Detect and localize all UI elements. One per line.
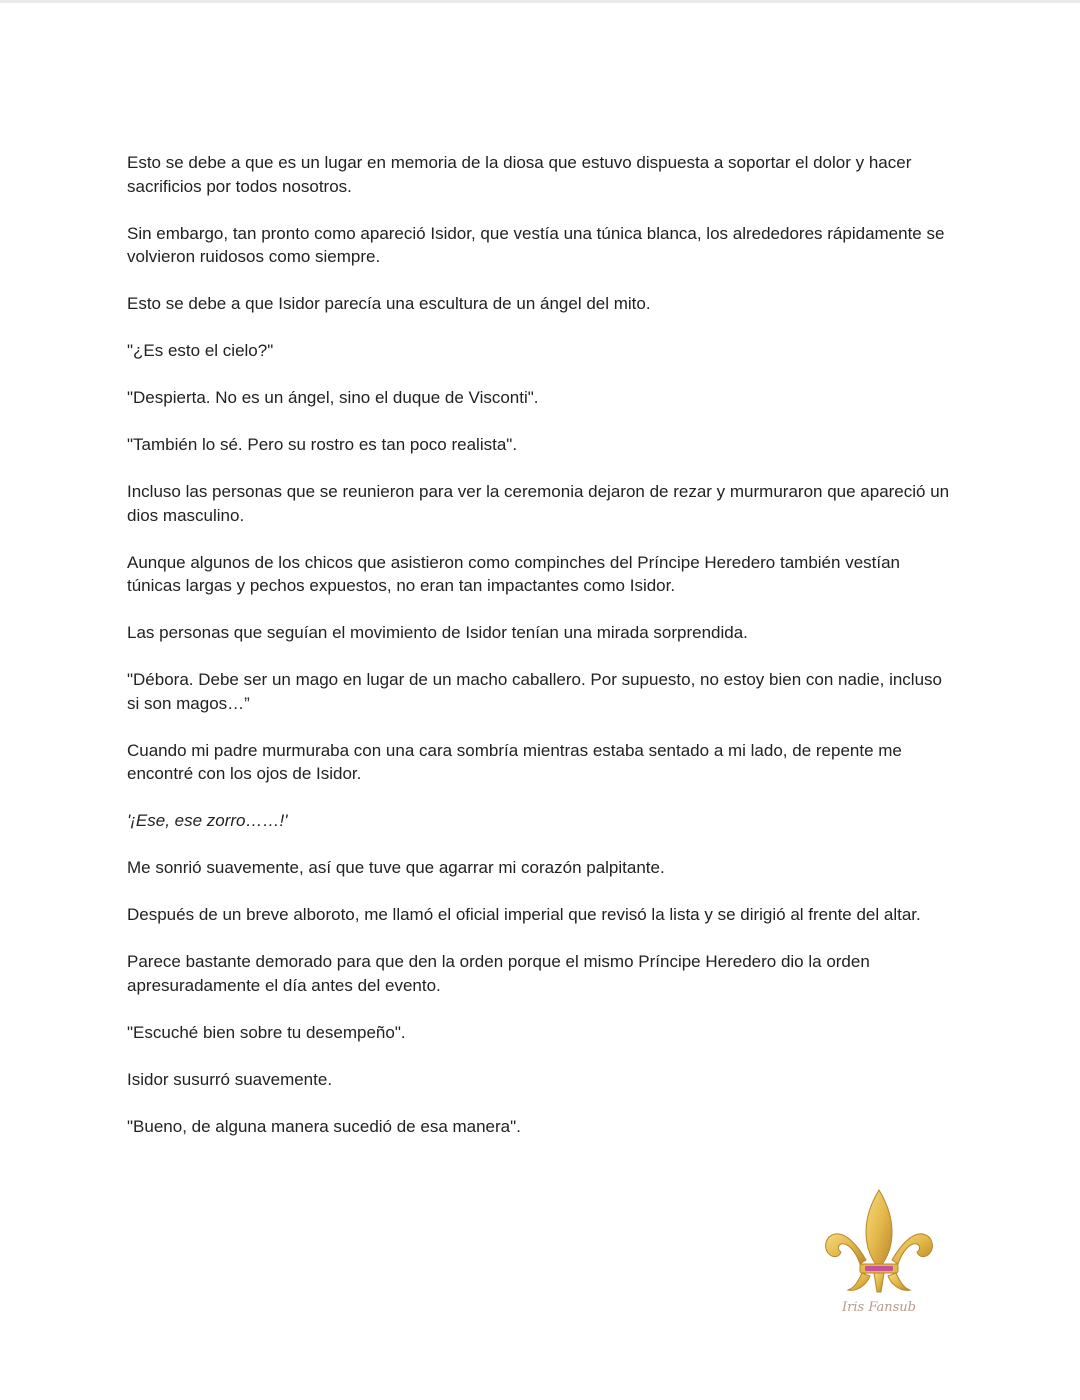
paragraph: Esto se debe a que Isidor parecía una escultura de un ángel del mito. — [127, 294, 651, 313]
paragraph-italic-thought: '¡Ese, ese zorro……!' — [127, 811, 288, 830]
paragraph: Parece bastante demorado para que den la orden porque el mismo Príncipe Heredero dio la orden apresuradamente el día antes del evento. — [127, 952, 870, 995]
paragraph: "Escuché bien sobre tu desempeño". — [127, 1022, 406, 1042]
paragraph: Esto se debe a que es un lugar en memoria de la diosa que estuvo dispuesta a soportar el dolor y hacer sacrificios por todos nosotros. — [127, 153, 912, 196]
document-body — [127, 151, 957, 1162]
paragraph: Me sonrió suavemente, así que tuve que agarrar mi corazón palpitante. — [127, 858, 665, 877]
paragraph: Sin embargo, tan pronto como apareció Isidor, que vestía una túnica blanca, los alrededores rápidamente se volvieron ruidosos como siempre. — [127, 223, 945, 266]
paragraph: Aunque algunos de los chicos que asistieron como compinches del Príncipe Heredero también vestían túnicas largas y pechos expuestos, no eran tan impactantes como Isidor. — [127, 552, 901, 595]
paragraph: "También lo sé. Pero su rostro es tan poco realista". — [127, 435, 518, 454]
paragraph: "Despierta. No es un ángel, sino el duque de Visconti". — [127, 388, 539, 407]
paragraph: Incluso las personas que se reunieron para ver la ceremonia dejaron de rezar y murmuraron que apareció un dios masculino. — [127, 482, 950, 525]
watermark-text: Iris Fansub — [842, 1300, 916, 1315]
paragraph: Después de un breve alboroto, me llamó el oficial imperial que revisó la lista y se dirigió al frente del altar. — [127, 905, 921, 924]
paragraph: "¿Es esto el cielo?" — [127, 341, 274, 360]
page-top-edge — [0, 0, 1080, 3]
watermark-logo — [818, 1186, 940, 1326]
paragraph: Isidor susurró suavemente. — [127, 1069, 333, 1089]
paragraph: "Débora. Debe ser un mago en lugar de un macho caballero. Por supuesto, no estoy bien con nadie, incluso si son magos…” — [127, 670, 942, 713]
paragraph: "Bueno, de alguna manera sucedió de esa manera". — [127, 1116, 521, 1136]
paragraph: Cuando mi padre murmuraba con una cara sombría mientras estaba sentado a mi lado, de repente me encontré con los ojos de Isidor. — [127, 740, 902, 783]
paragraph: Las personas que seguían el movimiento de Isidor tenían una mirada sorprendida. — [127, 623, 748, 642]
fleur-de-lis-icon — [818, 1186, 940, 1301]
